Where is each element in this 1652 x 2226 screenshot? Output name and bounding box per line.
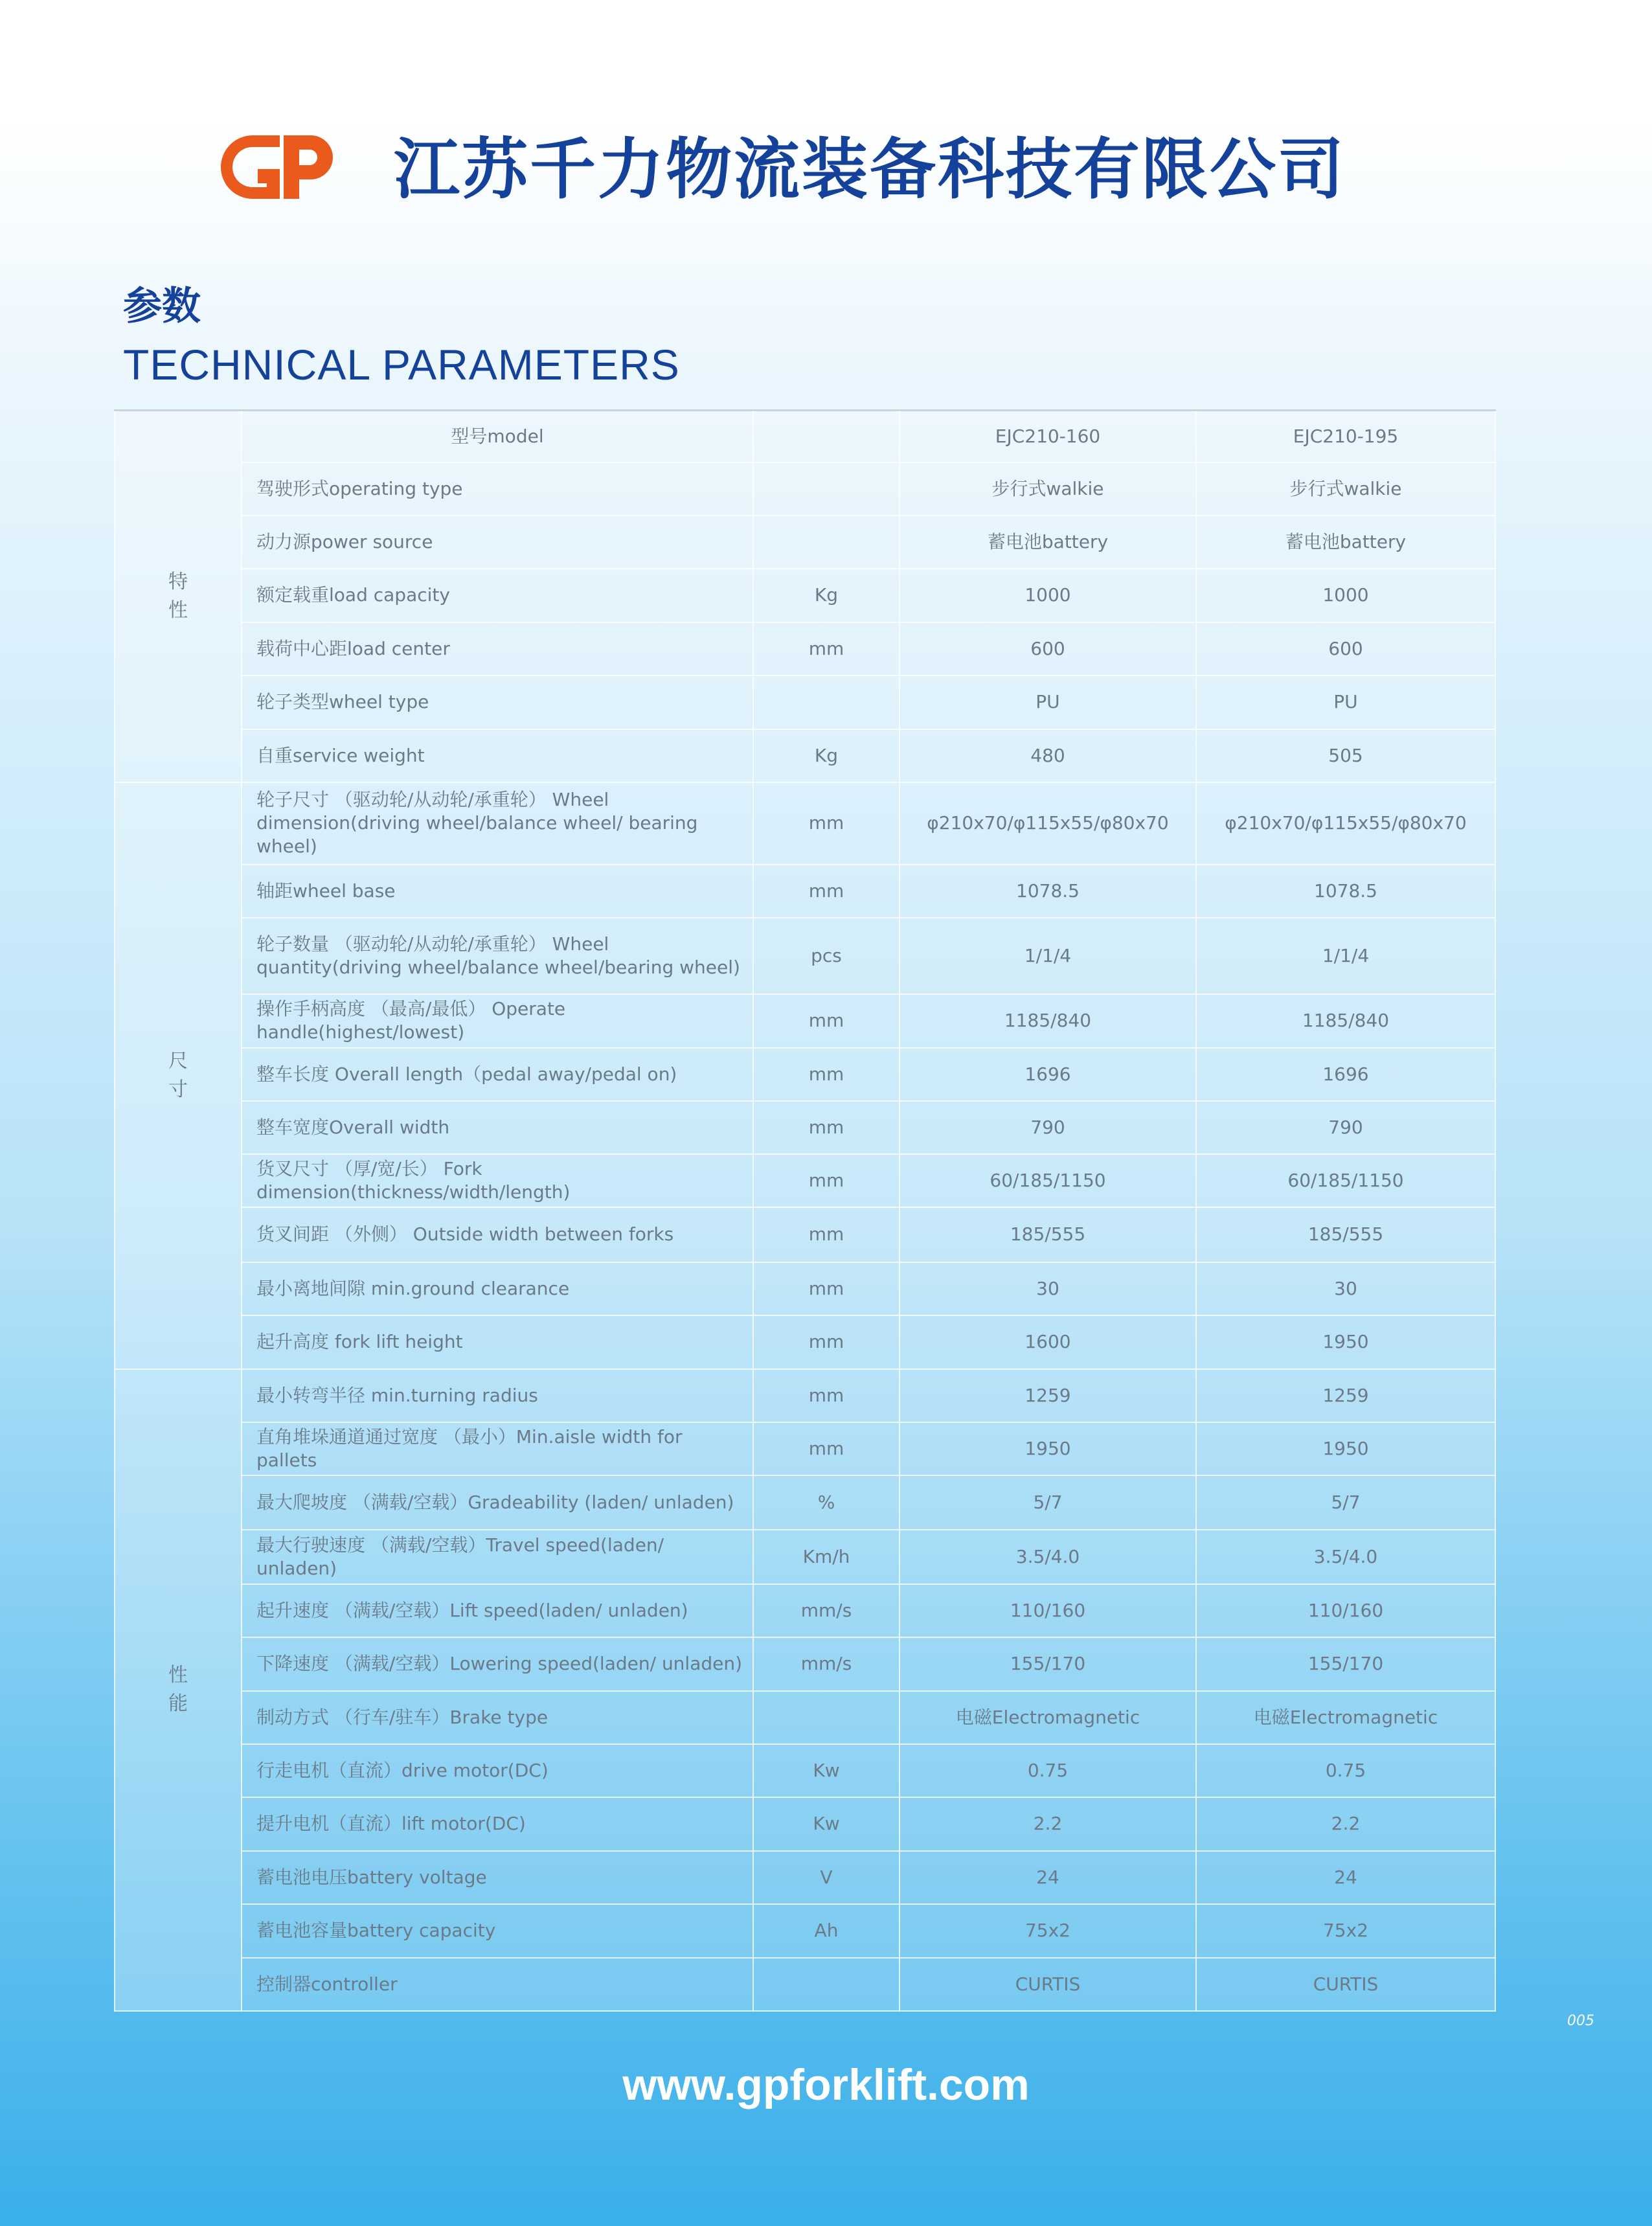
param-label: 动力源power source — [242, 516, 753, 569]
param-unit: mm — [753, 1101, 900, 1154]
technical-parameters-table — [114, 409, 1496, 2012]
param-unit: mm — [753, 782, 900, 865]
param-label: 最大爬坡度 （满载/空载）Gradeability (laden/ unladen) — [242, 1475, 753, 1530]
group-label-cell — [115, 782, 242, 1369]
param-unit: mm/s — [753, 1584, 900, 1637]
group-label-cell — [115, 1369, 242, 2011]
table-row — [115, 865, 1495, 918]
table-row — [115, 1262, 1495, 1315]
company-name: 江苏千力物流装备科技有限公司 — [394, 131, 1346, 209]
table-row — [115, 1958, 1495, 2011]
param-unit — [753, 676, 900, 729]
param-value-model-2: 790 — [1196, 1101, 1495, 1154]
group-label: 性能 — [168, 1664, 188, 1715]
param-value-model-2: 3.5/4.0 — [1196, 1530, 1495, 1584]
param-label: 整车长度 Overall length（pedal away/pedal on) — [242, 1048, 753, 1101]
param-unit — [753, 462, 900, 516]
param-value-model-1: 1/1/4 — [900, 918, 1196, 994]
param-unit: % — [753, 1475, 900, 1530]
param-value-model-1: 电磁Electromagnetic — [900, 1691, 1196, 1744]
param-value-model-2: 蓄电池battery — [1196, 516, 1495, 569]
param-unit: Ah — [753, 1904, 900, 1958]
param-value-model-1: 480 — [900, 729, 1196, 782]
param-unit — [753, 516, 900, 569]
param-value-model-2: 1185/840 — [1196, 994, 1495, 1048]
table-row — [115, 1904, 1495, 1958]
table-row — [115, 1475, 1495, 1530]
param-unit: mm — [753, 622, 900, 676]
page-number: 005 — [1567, 2013, 1594, 2029]
table-row — [115, 1530, 1495, 1584]
param-label: 货叉尺寸 （厚/宽/长） Fork dimension(thickness/width/length) — [242, 1154, 753, 1207]
param-unit: Kg — [753, 729, 900, 782]
param-value-model-1: 1078.5 — [900, 865, 1196, 918]
param-label: 蓄电池电压battery voltage — [242, 1851, 753, 1904]
param-value-model-2: 30 — [1196, 1262, 1495, 1315]
param-value-model-1: 185/555 — [900, 1207, 1196, 1262]
param-value-model-2: 5/7 — [1196, 1475, 1495, 1530]
param-value-model-2: 1/1/4 — [1196, 918, 1495, 994]
table-row — [115, 622, 1495, 676]
param-label: 行走电机（直流）drive motor(DC) — [242, 1744, 753, 1797]
param-unit — [753, 1691, 900, 1744]
param-value-model-2: 电磁Electromagnetic — [1196, 1691, 1495, 1744]
header-unit-cell — [753, 411, 900, 462]
param-unit: Kw — [753, 1797, 900, 1851]
section-title-en: TECHNICAL PARAMETERS — [123, 341, 680, 389]
table-row — [115, 462, 1495, 516]
param-label: 制动方式 （行车/驻车）Brake type — [242, 1691, 753, 1744]
param-label: 整车宽度Overall width — [242, 1101, 753, 1154]
param-value-model-2: 600 — [1196, 622, 1495, 676]
param-value-model-1: 110/160 — [900, 1584, 1196, 1637]
table-row — [115, 1422, 1495, 1475]
param-value-model-1: 30 — [900, 1262, 1196, 1315]
table-row — [115, 1154, 1495, 1207]
param-value-model-2: 1950 — [1196, 1315, 1495, 1369]
param-value-model-2: 1000 — [1196, 569, 1495, 622]
table-row — [115, 676, 1495, 729]
param-value-model-2: 1696 — [1196, 1048, 1495, 1101]
table-row — [115, 569, 1495, 622]
param-unit: mm — [753, 1207, 900, 1262]
param-value-model-2: 24 — [1196, 1851, 1495, 1904]
param-value-model-1: 5/7 — [900, 1475, 1196, 1530]
param-value-model-2: 60/185/1150 — [1196, 1154, 1495, 1207]
param-label: 下降速度 （满载/空载）Lowering speed(laden/ unladen) — [242, 1637, 753, 1691]
table-row — [115, 1797, 1495, 1851]
param-value-model-1: 790 — [900, 1101, 1196, 1154]
param-value-model-1: 3.5/4.0 — [900, 1530, 1196, 1584]
table-row — [115, 782, 1495, 865]
section-title-cn: 参数 — [123, 284, 201, 329]
param-unit: mm — [753, 1369, 900, 1422]
param-label: 操作手柄高度 （最高/最低） Operate handle(highest/lowest) — [242, 994, 753, 1048]
param-value-model-2: 110/160 — [1196, 1584, 1495, 1637]
param-value-model-2: 0.75 — [1196, 1744, 1495, 1797]
param-value-model-1: 0.75 — [900, 1744, 1196, 1797]
param-value-model-2: CURTIS — [1196, 1958, 1495, 2011]
table-row — [115, 1207, 1495, 1262]
param-value-model-2: 75x2 — [1196, 1904, 1495, 1958]
param-label: 驾驶形式operating type — [242, 462, 753, 516]
param-unit: mm — [753, 865, 900, 918]
param-value-model-1: φ210x70/φ115x55/φ80x70 — [900, 782, 1196, 865]
param-unit: Km/h — [753, 1530, 900, 1584]
group-label: 尺寸 — [168, 1049, 188, 1101]
param-value-model-1: 155/170 — [900, 1637, 1196, 1691]
param-label: 轮子数量 （驱动轮/从动轮/承重轮） Wheel quantity(driving wheel/balance wheel/bearing wheel) — [242, 918, 753, 994]
param-unit: pcs — [753, 918, 900, 994]
page-header — [214, 126, 1379, 217]
param-value-model-1: 24 — [900, 1851, 1196, 1904]
param-label: 额定载重load capacity — [242, 569, 753, 622]
param-label: 载荷中心距load center — [242, 622, 753, 676]
param-value-model-2: 2.2 — [1196, 1797, 1495, 1851]
header-model-label: 型号model — [242, 411, 753, 462]
param-value-model-1: 75x2 — [900, 1904, 1196, 1958]
param-label: 蓄电池容量battery capacity — [242, 1904, 753, 1958]
table-row — [115, 729, 1495, 782]
param-value-model-1: 1600 — [900, 1315, 1196, 1369]
param-value-model-2: 1259 — [1196, 1369, 1495, 1422]
table-row — [115, 1744, 1495, 1797]
param-value-model-2: 1950 — [1196, 1422, 1495, 1475]
param-label: 最小离地间隙 min.ground clearance — [242, 1262, 753, 1315]
param-value-model-1: 2.2 — [900, 1797, 1196, 1851]
param-label: 起升高度 fork lift height — [242, 1315, 753, 1369]
param-value-model-1: PU — [900, 676, 1196, 729]
table-header-row — [115, 411, 1495, 462]
param-unit: mm — [753, 1315, 900, 1369]
param-value-model-2: 185/555 — [1196, 1207, 1495, 1262]
table-row — [115, 1369, 1495, 1422]
table-row — [115, 1048, 1495, 1101]
param-unit: mm — [753, 1048, 900, 1101]
param-value-model-2: 505 — [1196, 729, 1495, 782]
table-row — [115, 1691, 1495, 1744]
param-unit: mm — [753, 1262, 900, 1315]
header-model-2: EJC210-195 — [1196, 411, 1495, 462]
table-row — [115, 994, 1495, 1048]
table-row — [115, 918, 1495, 994]
table-row — [115, 1851, 1495, 1904]
param-value-model-2: PU — [1196, 676, 1495, 729]
param-unit: Kg — [753, 569, 900, 622]
param-value-model-1: 600 — [900, 622, 1196, 676]
param-value-model-2: 155/170 — [1196, 1637, 1495, 1691]
param-value-model-1: 1696 — [900, 1048, 1196, 1101]
param-label: 起升速度 （满载/空载）Lift speed(laden/ unladen) — [242, 1584, 753, 1637]
table-row — [115, 1584, 1495, 1637]
param-value-model-1: 1185/840 — [900, 994, 1196, 1048]
group-label-cell — [115, 411, 242, 782]
table-row — [115, 1315, 1495, 1369]
param-value-model-1: 步行式walkie — [900, 462, 1196, 516]
param-value-model-2: 步行式walkie — [1196, 462, 1495, 516]
param-label: 提升电机（直流）lift motor(DC) — [242, 1797, 753, 1851]
param-value-model-1: 60/185/1150 — [900, 1154, 1196, 1207]
param-unit: Kw — [753, 1744, 900, 1797]
param-unit: V — [753, 1851, 900, 1904]
table-row — [115, 516, 1495, 569]
param-label: 最大行驶速度 （满载/空载）Travel speed(laden/ unladen) — [242, 1530, 753, 1584]
param-label: 最小转弯半径 min.turning radius — [242, 1369, 753, 1422]
table-row — [115, 1637, 1495, 1691]
param-label: 直角堆垛通道通过宽度 （最小）Min.aisle width for pallets — [242, 1422, 753, 1475]
param-value-model-1: 1000 — [900, 569, 1196, 622]
param-unit: mm/s — [753, 1637, 900, 1691]
header-model-1: EJC210-160 — [900, 411, 1196, 462]
param-label: 货叉间距 （外侧） Outside width between forks — [242, 1207, 753, 1262]
param-value-model-1: 1950 — [900, 1422, 1196, 1475]
group-label: 特性 — [168, 570, 188, 622]
param-label: 轮子类型wheel type — [242, 676, 753, 729]
param-value-model-1: 1259 — [900, 1369, 1196, 1422]
param-label: 轮子尺寸 （驱动轮/从动轮/承重轮） Wheel dimension(driving wheel/balance wheel/ bearing wheel) — [242, 782, 753, 865]
table-row — [115, 1101, 1495, 1154]
company-logo — [220, 131, 343, 203]
param-unit — [753, 1958, 900, 2011]
param-unit: mm — [753, 994, 900, 1048]
param-value-model-1: CURTIS — [900, 1958, 1196, 2011]
param-value-model-1: 蓄电池battery — [900, 516, 1196, 569]
param-value-model-2: 1078.5 — [1196, 865, 1495, 918]
param-unit: mm — [753, 1422, 900, 1475]
website-url: www.gpforklift.com — [622, 2060, 1030, 2109]
param-unit: mm — [753, 1154, 900, 1207]
param-label: 控制器controller — [242, 1958, 753, 2011]
param-label: 轴距wheel base — [242, 865, 753, 918]
param-value-model-2: φ210x70/φ115x55/φ80x70 — [1196, 782, 1495, 865]
param-label: 自重service weight — [242, 729, 753, 782]
